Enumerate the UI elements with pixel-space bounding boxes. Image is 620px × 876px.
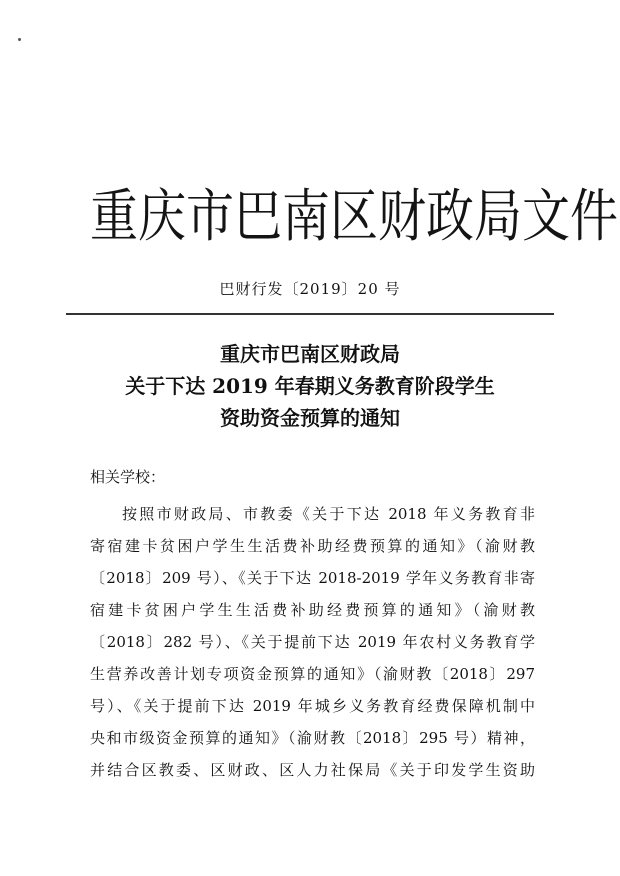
body-line: 央和市级资金预算的通知》（渝财教〔2018〕295 号）精神，: [90, 729, 535, 747]
body-paragraph: [90, 498, 535, 786]
body-line: 按照市财政局、市教委《关于下达 2018 年义务教育非: [122, 505, 535, 523]
body-line: 〔2018〕282 号）、《关于提前下达 2019 年农村义务教育学: [90, 633, 535, 651]
document-number: 巴财行发〔2019〕20 号: [219, 280, 401, 298]
notice-title-line: 关于下达 2019 年春期义务教育阶段学生: [125, 374, 495, 398]
body-line: 号）、《关于提前下达 2019 年城乡义务教育经费保障机制中: [90, 697, 535, 715]
notice-title: [0, 338, 620, 434]
salutation: 相关学校：: [90, 468, 166, 486]
body-line: 生营养改善计划专项资金预算的通知》（渝财教〔2018〕297: [90, 665, 535, 683]
notice-title-line: 重庆市巴南区财政局: [220, 342, 400, 366]
body-line: 寄宿建卡贫困户学生生活费补助经费预算的通知》（渝财教: [90, 537, 535, 555]
notice-title-line: 资助资金预算的通知: [220, 406, 400, 430]
scan-speck: [18, 38, 21, 41]
body-line: 〔2018〕209 号）、《关于下达 2018-2019 学年义务教育非寄: [90, 569, 535, 587]
body-line: 并结合区教委、区财政、区人力社保局《关于印发学生资助: [90, 761, 535, 779]
document-header-title: 重庆市巴南区财政局文件: [90, 183, 619, 250]
body-line: 宿建卡贫困户学生生活费补助经费预算的通知》（渝财教: [90, 601, 535, 619]
header-divider: [66, 313, 554, 315]
